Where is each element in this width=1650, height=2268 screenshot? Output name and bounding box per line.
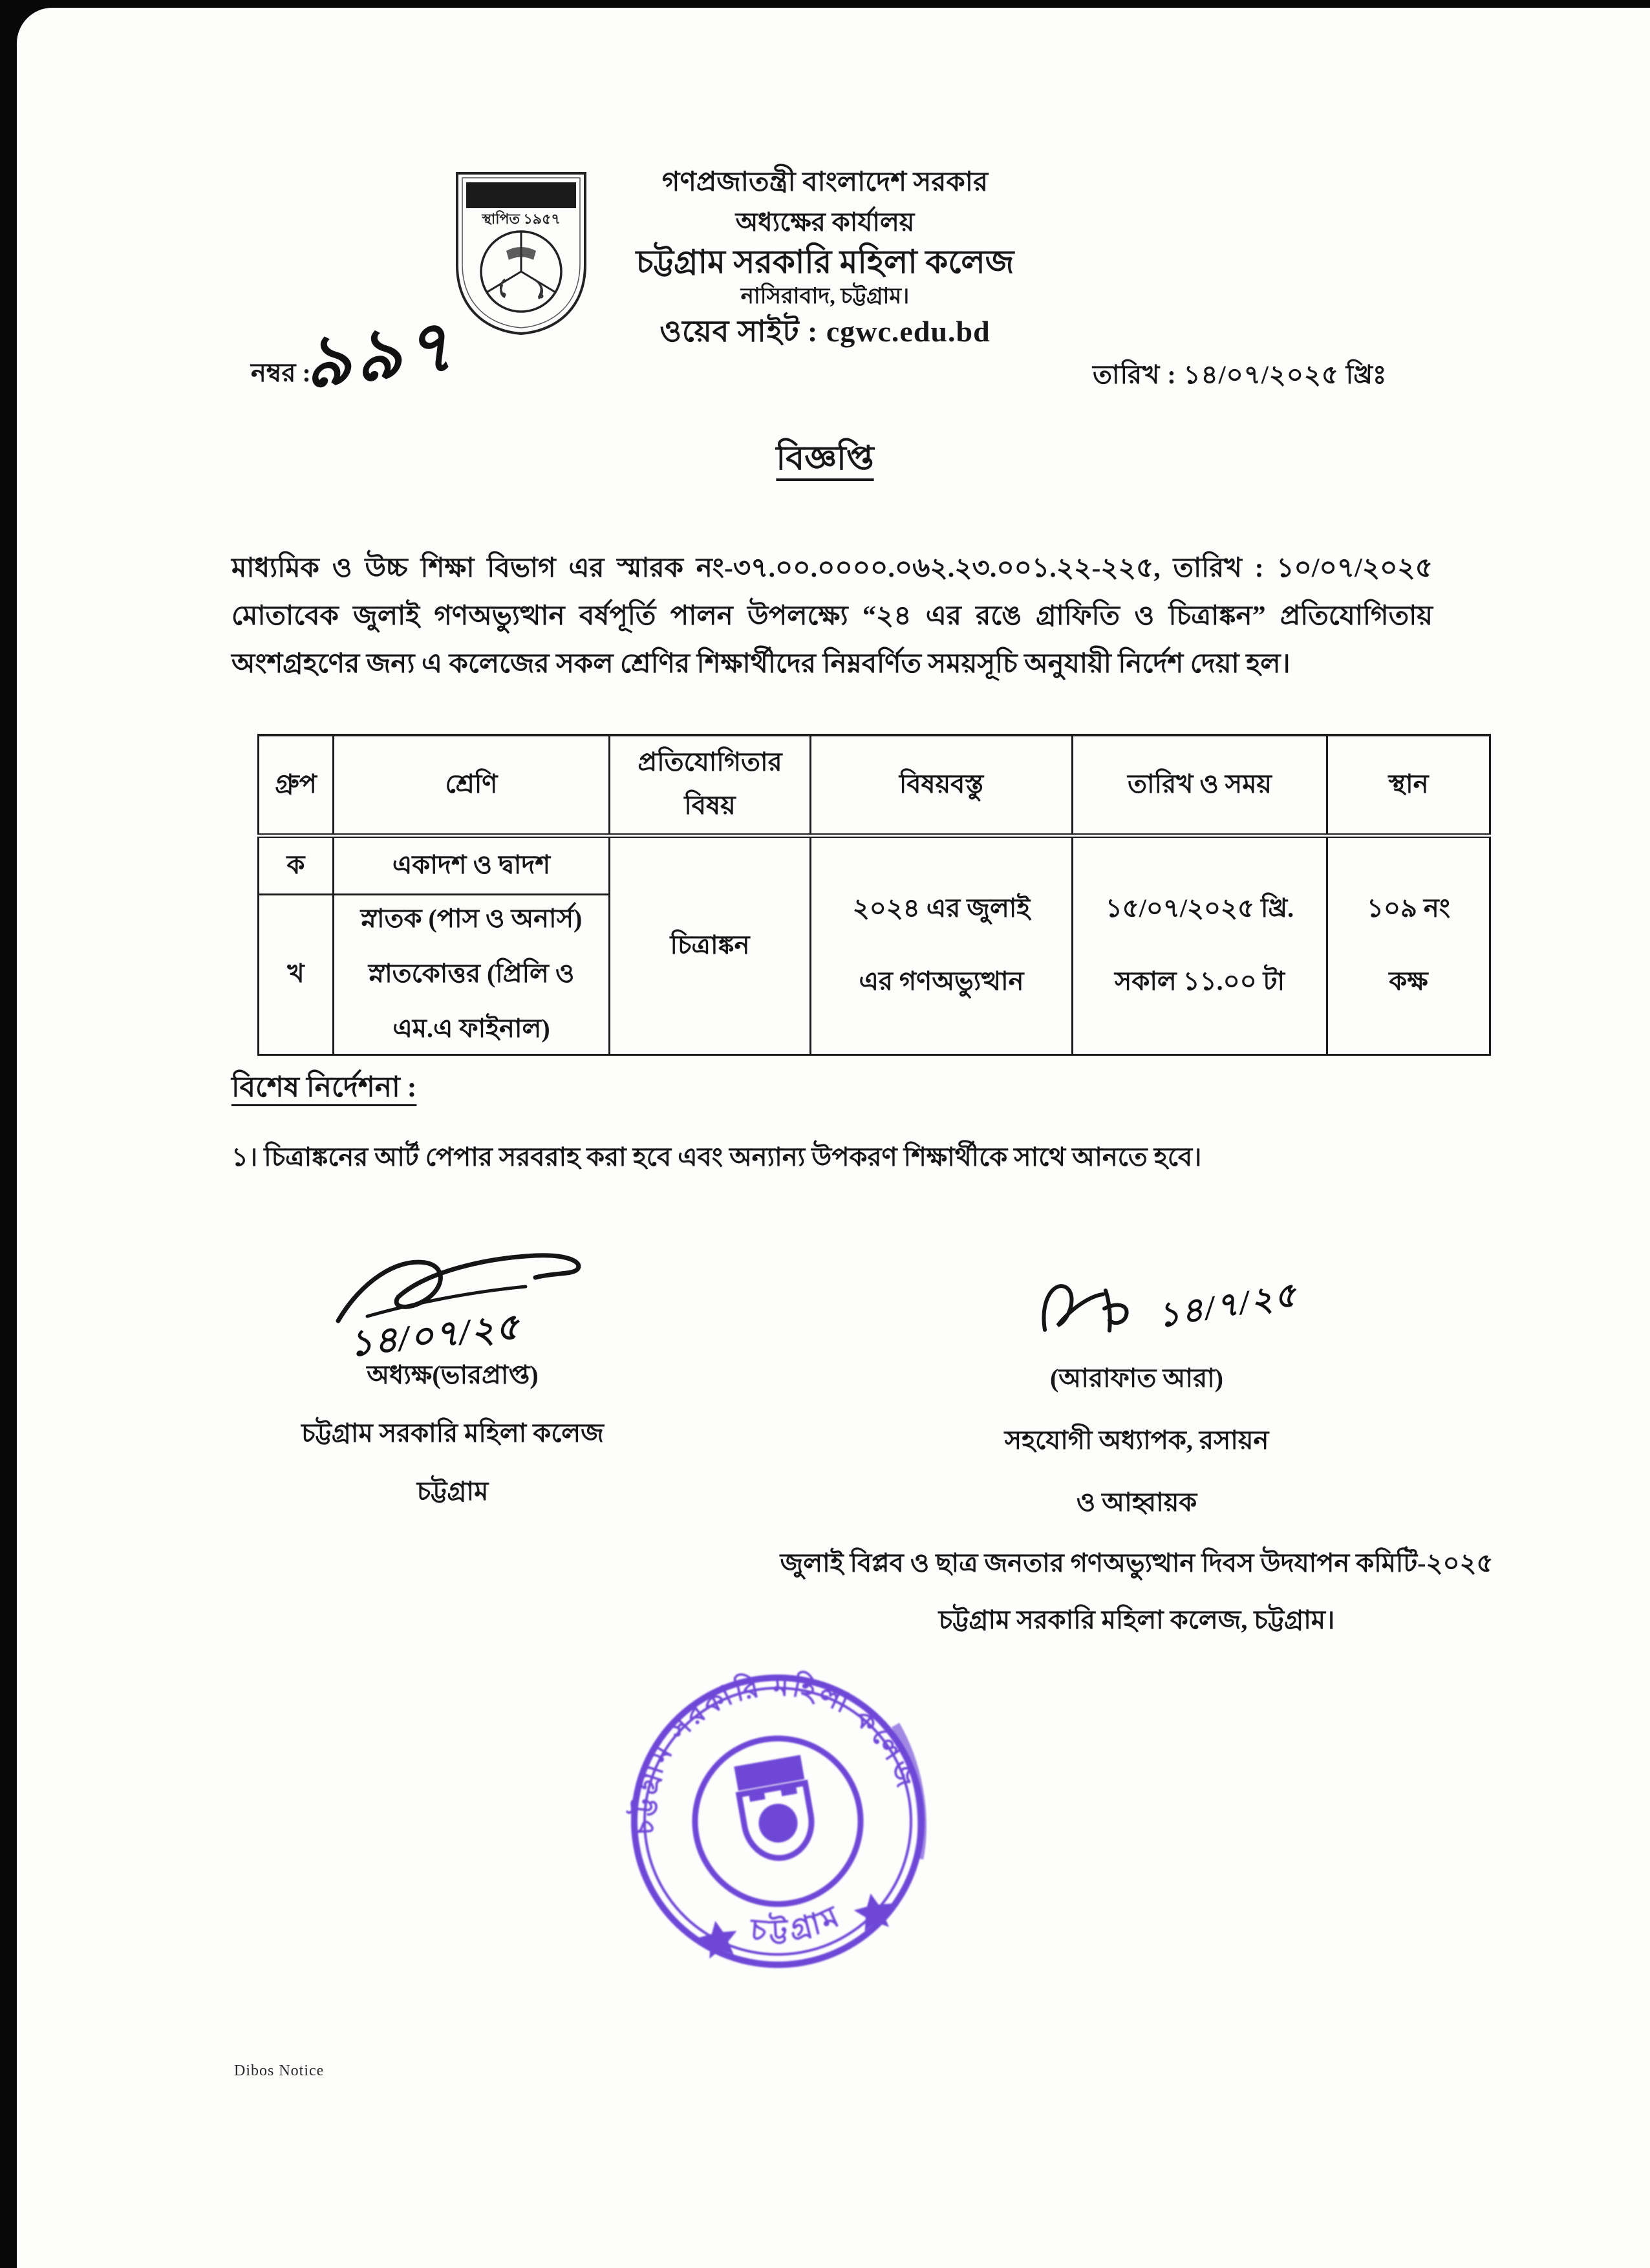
col-header-venue: স্থান [1327,735,1490,836]
special-instructions-heading: বিশেষ নির্দেশনা : [231,1071,417,1103]
class-kha-line-3: এম.এ ফাইনাল) [392,1014,550,1043]
col-header-topic: বিষয়বস্তু [811,735,1073,836]
svg-text:চট্টগ্রাম [742,1897,848,1954]
memo-date-line [1093,354,1387,398]
header-college-name: চট্টগ্রাম সরকারি মহিলা কলেজ [636,244,1014,280]
header-website-line: ওয়েব সাইট : cgwc.edu.bd [659,315,991,348]
table-header-row [259,735,1490,836]
header-address-line: নাসিরাবাদ, চট্টগ্রাম। [740,284,910,308]
date-label: তারিখ : [1093,360,1177,389]
datetime-line-2: সকাল ১১.০০ টা [1114,967,1285,996]
cell-class-ka: একাদশ ও দ্বাদশ [334,836,610,895]
cell-subject-merged: চিত্রাঙ্কন [610,836,811,1055]
principal-city-line: চট্টগ্রাম [416,1477,489,1506]
logo-established-text: স্থাপিত ১৯৫৭ [482,211,561,227]
table-row-group-ka [259,836,1490,895]
cell-datetime-merged [1073,836,1327,1055]
committee-college-line: চট্টগ্রাম সরকারি মহিলা কলেজ, চট্টগ্রাম। [938,1605,1335,1634]
convener-signature-date: ১৪/৭/২৫ [1155,1276,1301,1335]
principal-college-line: চট্টগ্রাম সরকারি মহিলা কলেজ [301,1418,604,1448]
notice-body-paragraph [231,544,1433,688]
col-header-datetime: তারিখ ও সময় [1073,735,1327,836]
body-competition-name: “২৪ এর রঙে গ্রাফিতি ও চিত্রাঙ্কন” [862,601,1266,631]
cell-group-kha: খ [259,895,334,1055]
convener-name: (আরাফাত আরা) [1049,1364,1223,1393]
principal-designation: অধ্যক্ষ(ভারপ্রাপ্ত) [367,1360,539,1389]
memo-number-handwritten: ৯৯৭ [299,306,461,404]
body-text-post: প্রতিযোগিতায় অংশগ্রহণের জন্য এ কলেজের সকল শ্রেণির শিক্ষার্থীদের নিম্নবর্ণিত সময়সূচি অনুযায়ী নির্দেশ দেয়া হল। [231,601,1433,679]
header-government-line: গণপ্রজাতন্ত্রী বাংলাদেশ সরকার [661,167,989,197]
cell-topic-merged [811,836,1073,1055]
convener-designation: সহযোগী অধ্যাপক, রসায়ন [1004,1426,1269,1455]
special-instruction-item-1: ১। চিত্রাঙ্কনের আর্ট পেপার সরবরাহ করা হবে এবং অন্যান্য উপকরণ শিক্ষার্থীকে সাথে আনতে হবে। [231,1142,1202,1171]
schedule-table [257,734,1491,1056]
official-stamp [606,1650,949,1993]
principal-signature-date: ১৪/০৭/২৫ [347,1307,522,1365]
venue-line-2: কক্ষ [1389,967,1428,996]
venue-line-1: ১০৯ নং [1366,893,1450,923]
class-kha-line-1: স্নাতক (পাস ও অনার্স) [360,904,583,933]
memo-number-label: নম্বর : [251,358,311,387]
topic-line-2: এর গণঅভ্যুত্থান [859,967,1024,996]
cell-venue-merged [1327,836,1490,1055]
cell-class-kha [334,895,610,1055]
cell-group-ka: ক [259,836,334,895]
date-value: ১৪/০৭/২০২৫ খ্রিঃ [1183,360,1388,389]
col-header-subject: প্রতিযোগিতার বিষয় [610,735,811,836]
convener-role: ও আহ্বায়ক [1076,1488,1197,1517]
stamp-bottom-text: চট্টগ্রাম [749,1898,848,1948]
topic-line-1: ২০২৪ এর জুলাই [852,893,1031,923]
col-header-group: গ্রুপ [259,735,334,836]
body-text-pre: মাধ্যমিক ও উচ্চ শিক্ষা বিভাগ এর স্মারক নং-৩৭.০০.০০০০.০৬২.২৩.০০১.২২-২২৫, তারিখ : ১০/০৭/২০২৫ মোতাবেক জুলাই গণঅভ্যুত্থান বর্ষপূর্তি পালন উপলক্ষ্যে [231,553,1433,631]
convener-signature [1027,1268,1150,1346]
footer-file-note: Dibos Notice [234,2062,325,2079]
notice-title: বিজ্ঞপ্তি [776,440,874,477]
col-header-class: শ্রেণি [334,735,610,836]
header-office-line: অধ্যক্ষের কার্যালয় [735,208,915,237]
committee-name-line: জুলাই বিপ্লব ও ছাত্র জনতার গণঅভ্যুত্থান দিবস উদযাপন কমিটি-২০২৫ [780,1548,1494,1578]
stamp-ring-text: চট্টগ্রাম সরকারি মহিলা কলেজ [628,1670,923,1836]
class-kha-line-2: স্নাতকোত্তর (প্রিলি ও [368,959,575,988]
datetime-line-1: ১৫/০৭/২০২৫ খ্রি. [1105,893,1294,923]
